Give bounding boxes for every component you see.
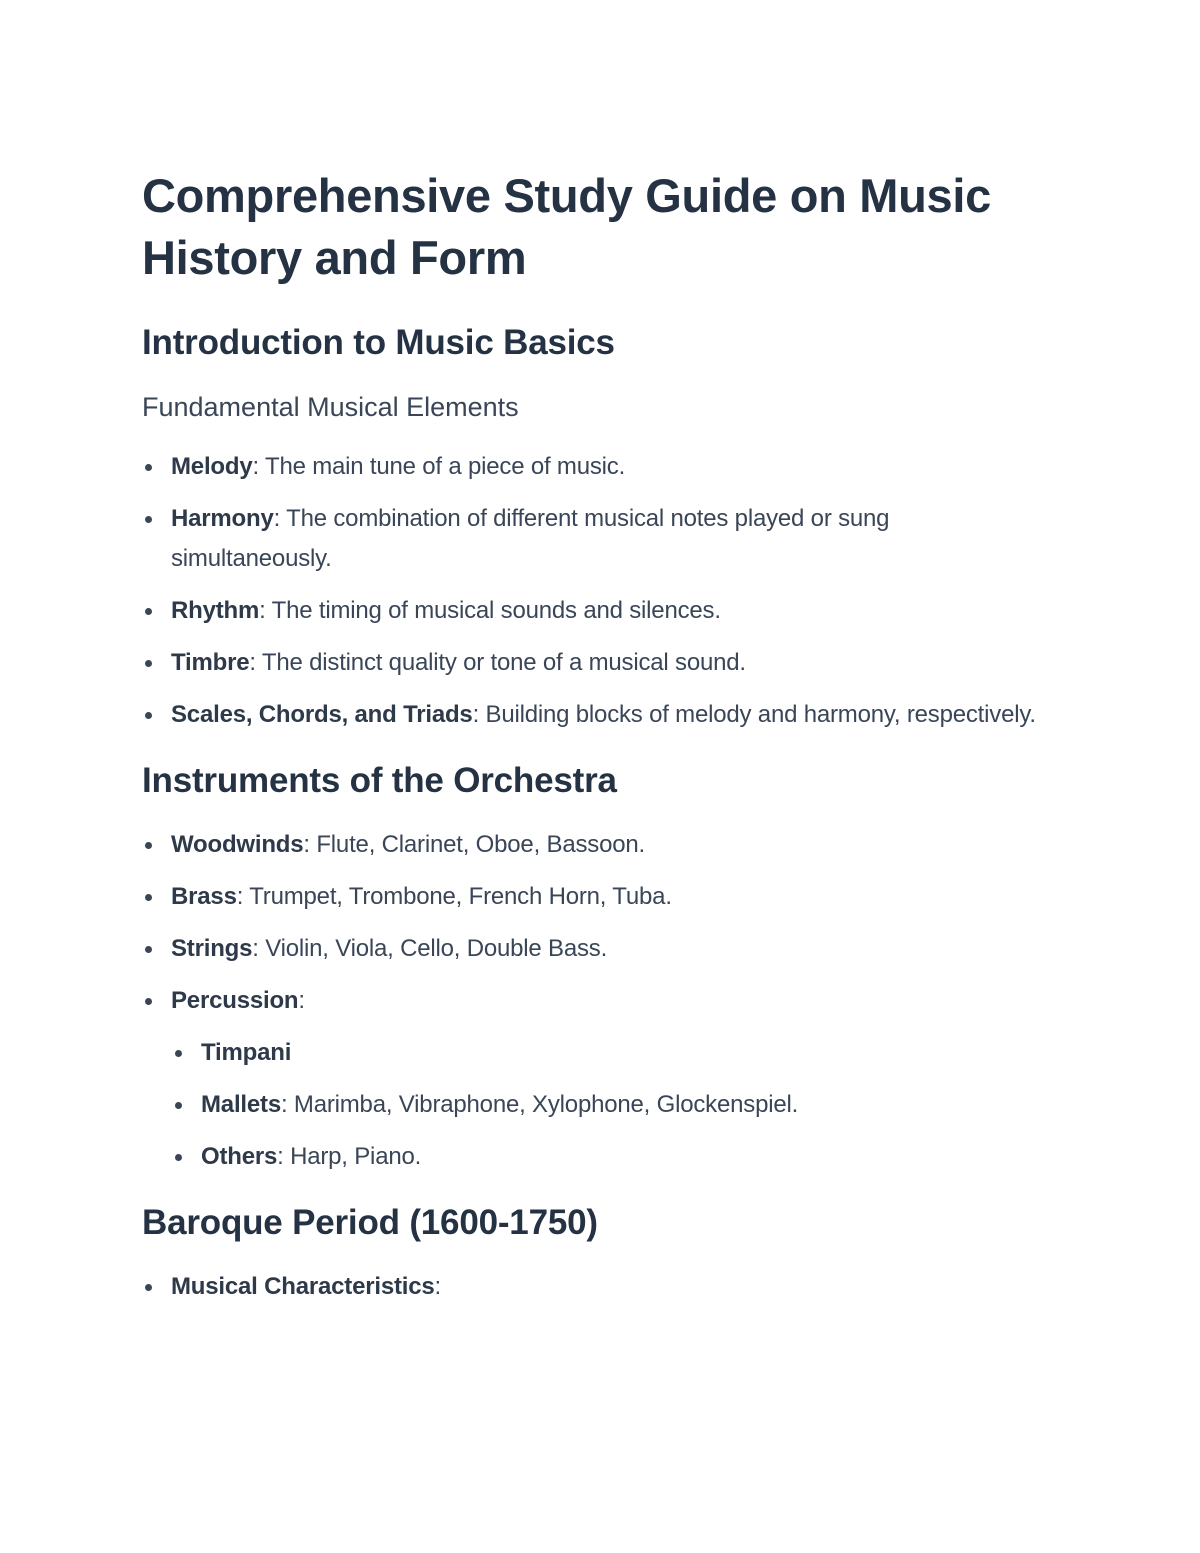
list-item-term: Harmony xyxy=(171,505,274,532)
list-item-text: : The distinct quality or tone of a musical sound. xyxy=(249,649,746,676)
list-item xyxy=(142,877,1042,917)
list-item-text: : Flute, Clarinet, Oboe, Bassoon. xyxy=(303,831,645,858)
elements-list xyxy=(142,447,1042,735)
list-item-text: : xyxy=(434,1273,441,1300)
list-item-term: Strings xyxy=(171,935,253,962)
list-item-text: : Harp, Piano. xyxy=(277,1143,422,1170)
list-item xyxy=(142,981,1042,1021)
list-item-term: Timbre xyxy=(171,649,250,676)
sublist-item xyxy=(172,1137,1042,1177)
document-title: Comprehensive Study Guide on Music History and Form xyxy=(142,169,991,284)
list-item-term: Musical Characteristics xyxy=(171,1273,435,1300)
percussion-sublist xyxy=(172,1033,1042,1177)
list-item-text: : The timing of musical sounds and silences. xyxy=(259,597,721,624)
list-item-term: Woodwinds xyxy=(171,831,304,858)
list-item-text: : xyxy=(298,987,305,1014)
list-item-term: Melody xyxy=(171,453,253,480)
section-heading-baroque: Baroque Period (1600-1750) xyxy=(142,1203,598,1242)
list-item-text: : The main tune of a piece of music. xyxy=(252,453,626,480)
section-heading-intro: Introduction to Music Basics xyxy=(142,323,615,362)
sublist-item xyxy=(172,1033,1042,1073)
list-item-term: Brass xyxy=(171,883,237,910)
baroque-list xyxy=(142,1267,1042,1307)
list-item xyxy=(142,499,1042,579)
list-item-term: Others xyxy=(201,1143,278,1170)
list-item-term: Scales, Chords, and Triads xyxy=(171,701,473,728)
list-item-term: Percussion xyxy=(171,987,299,1014)
sublist-item xyxy=(172,1085,1042,1125)
list-item-text: : Violin, Viola, Cello, Double Bass. xyxy=(252,935,608,962)
list-item xyxy=(142,929,1042,969)
list-item-text: : The combination of different musical notes played or sung simultaneously. xyxy=(171,505,890,572)
list-item xyxy=(142,1267,1042,1307)
list-item-text: : Building blocks of melody and harmony, respectively. xyxy=(472,701,1036,728)
list-item xyxy=(142,447,1042,487)
list-item xyxy=(142,825,1042,865)
orchestra-list xyxy=(142,825,1042,1021)
list-item-term: Timpani xyxy=(201,1039,292,1066)
list-item-text: : Marimba, Vibraphone, Xylophone, Glockenspiel. xyxy=(280,1091,799,1118)
subsection-heading-elements: Fundamental Musical Elements xyxy=(142,392,519,422)
document-page xyxy=(142,165,1042,1307)
list-item-term: Rhythm xyxy=(171,597,260,624)
list-item xyxy=(142,591,1042,631)
section-heading-orchestra: Instruments of the Orchestra xyxy=(142,761,617,800)
list-item xyxy=(142,643,1042,683)
list-item-text: : Trumpet, Trombone, French Horn, Tuba. xyxy=(236,883,672,910)
list-item xyxy=(142,695,1042,735)
list-item-term: Mallets xyxy=(201,1091,281,1118)
